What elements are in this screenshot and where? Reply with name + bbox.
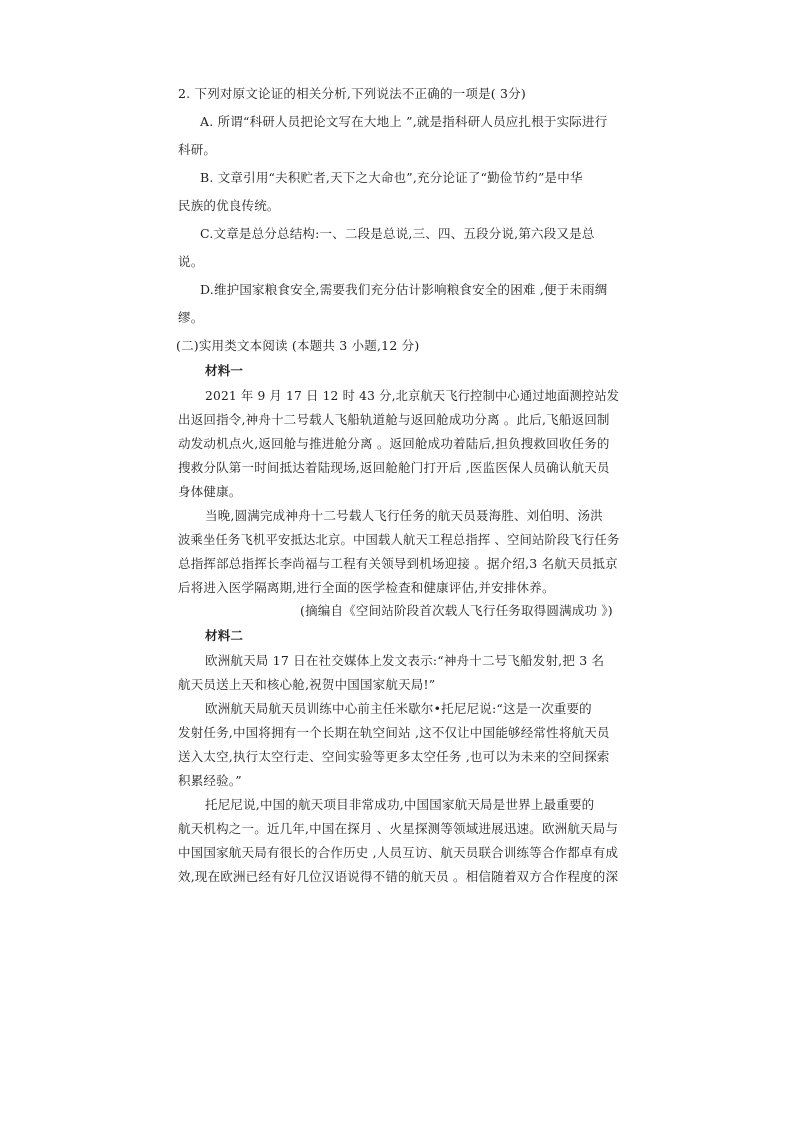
option-d-line2: 缪。 (178, 310, 204, 325)
material-1-para1-line4: 搜救分队第一时间抵达着陆现场,返回舱舱门打开后 ,医监医保人员确认航天员 (178, 460, 610, 475)
material-1-para2-line1: 当晚,圆满完成神舟十二号载人飞行任务的航天员聂海胜、刘伯明、汤洪 (205, 508, 603, 523)
material-2-para3-line2: 航天机构之一。近几年,中国在探月 、火星探测等领域进展迅速。欧洲航天局与 (178, 821, 619, 836)
material-2-title: 材料二 (205, 628, 244, 643)
option-c-line2: 说。 (178, 254, 204, 269)
material-1-source: (摘编自《空间站阶段首次载人飞行任务取得圆满成功 》) (300, 603, 613, 618)
material-1-para1-line1: 2021 年 9 月 17 日 12 时 43 分,北京航天飞行控制中心通过地面测控站发 (205, 389, 620, 403)
material-2-para3-line4: 效,现在欧洲已经有好几位汉语说得不错的航天员 。相信随着双方合作程度的深 (178, 869, 619, 884)
option-a-line1: A. 所谓“科研人员把论文写在大地上 ”,就是指科研人员应扎根于实际进行 (200, 114, 608, 129)
option-c-line1: C.文章是总分总结构:一、二段是总说,三、四、五段分说,第六段又是总 (200, 226, 595, 241)
material-1-para1-line3: 动发动机点火,返回舱与推进舱分离 。返回舱成功着陆后,担负搜救回收任务的 (178, 436, 610, 451)
material-2-para2-line4: 积累经验。” (178, 773, 242, 788)
material-2-para3-line1: 托尼尼说,中国的航天项目非常成功,中国国家航天局是世界上最重要的 (205, 797, 595, 812)
material-1-para2-line4: 后将进入医学隔离期,进行全面的医学检查和健康评估,并安排休养。 (178, 580, 555, 595)
material-1-para1-line2: 出返回指令,神舟十二号载人飞船轨道舱与返回舱成功分离 。此后,飞船返回制 (178, 412, 610, 427)
option-b-line2: 民族的优良传统。 (178, 198, 280, 213)
section-2-heading: (二)实用类文本阅读 (本题共 3 小题,12 分) (176, 338, 420, 353)
option-d-line1: D.维护国家粮食安全,需要我们充分估计影响粮食安全的困难 ,便于未雨绸 (200, 282, 608, 297)
material-2-para2-line1: 欧洲航天局航天员训练中心前主任米歇尔•托尼尼说:“这是一次重要的 (205, 701, 592, 716)
material-1-para1-line5: 身体健康。 (178, 484, 242, 499)
material-2-para1-line1: 欧洲航天局 17 日在社交媒体上发文表示:“神舟十二号飞船发射,把 3 名 (205, 653, 605, 668)
material-1-para2-line3: 总指挥部总指挥长李尚福与工程有关领导到机场迎接 。据介绍,3 名航天员抵京 (178, 556, 618, 571)
material-1-title: 材料一 (205, 363, 244, 378)
material-2-para3-line3: 中国国家航天局有很长的合作历史 ,人员互访、航天员联合训练等合作都卓有成 (178, 845, 619, 860)
option-a-line2: 科研。 (178, 142, 217, 157)
material-2-para2-line2: 发射任务,中国将拥有一个长期在轨空间站 ,这不仅让中国能够经常性将航天员 (178, 725, 610, 740)
material-2-para2-line3: 送入太空,执行太空行走、空间实验等更多太空任务 ,也可以为未来的空间探索 (178, 749, 610, 764)
question-2-stem: 2. 下列对原文论证的相关分析,下列说法不正确的一项是( 3分) (178, 86, 526, 101)
option-b-line1: B. 文章引用“夫积贮者,天下之大命也”,充分论证了“勤俭节约”是中华 (200, 170, 583, 185)
material-2-para1-line2: 航天员送上天和核心舱,祝贺中国国家航天局!” (178, 677, 436, 692)
material-1-para2-line2: 波乘坐任务飞机平安抵达北京。中国载人航天工程总指挥 、空间站阶段飞行任务 (178, 533, 620, 547)
